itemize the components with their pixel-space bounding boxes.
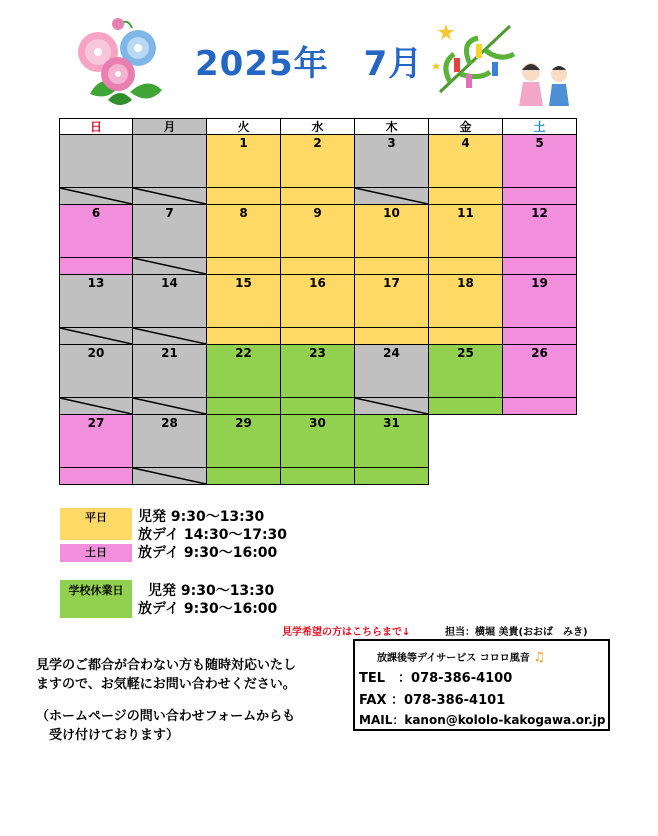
closed-day-cell	[59, 328, 133, 345]
calendar-day-number: 24	[355, 345, 429, 398]
mail-line: MAIL：kanon@kololo-kakogawa.or.jp	[359, 713, 606, 727]
contact-box	[353, 639, 610, 731]
calendar-day-cell	[355, 258, 429, 275]
calendar-day-number: 14	[133, 275, 207, 328]
calendar-day-number	[503, 415, 577, 468]
calendar-day-number: 21	[133, 345, 207, 398]
legend-holiday-line2: 放デイ 9:30～16:00	[138, 601, 278, 617]
visit-note: 見学希望の方はこちらまで↓	[282, 627, 411, 638]
info-paragraph: 見学のご都合が合わない方も随時対応いたし ますので、お気軽にお問い合わせください。	[36, 658, 297, 692]
calendar-day-cell	[429, 468, 503, 485]
calendar-day-number: 19	[503, 275, 577, 328]
org-name-text: 放課後等デイサービス コロロ風音	[377, 653, 530, 664]
weekday-header-mon: 月	[133, 118, 207, 135]
closed-day-cell	[133, 258, 207, 275]
calendar-day-cell	[355, 468, 429, 485]
legend-weekday-label: 平日	[85, 511, 107, 524]
legend-holiday-label: 学校休業日	[68, 584, 124, 597]
calendar-day-cell	[429, 258, 503, 275]
closed-day-cell	[133, 328, 207, 345]
calendar-day-number: 18	[429, 275, 503, 328]
calendar-day-cell	[503, 188, 577, 205]
calendar-day-number: 25	[429, 345, 503, 398]
closed-day-cell	[355, 398, 429, 415]
calendar-day-cell	[281, 468, 355, 485]
calendar-day-number	[59, 135, 133, 188]
calendar-day-cell	[503, 328, 577, 345]
calendar-day-cell	[281, 188, 355, 205]
legend-holiday-swatch	[60, 580, 132, 618]
calendar-day-number: 9	[281, 205, 355, 258]
calendar-day-cell	[207, 188, 281, 205]
calendar-day-number: 3	[355, 135, 429, 188]
calendar-day-number: 8	[207, 205, 281, 258]
calendar-day-number: 11	[429, 205, 503, 258]
calendar-day-cell	[429, 398, 503, 415]
calendar-day-cell	[59, 468, 133, 485]
closed-day-cell	[133, 398, 207, 415]
weekday-header-thu: 木	[355, 118, 429, 135]
calendar-day-number: 15	[207, 275, 281, 328]
weekday-header-tue: 火	[207, 118, 281, 135]
calendar-day-number: 30	[281, 415, 355, 468]
calendar-day-number: 20	[59, 345, 133, 398]
calendar-day-number: 1	[207, 135, 281, 188]
calendar-day-number: 28	[133, 415, 207, 468]
legend-weekday-line1: 児発 9:30～13:30	[138, 509, 265, 525]
calendar-day-number: 16	[281, 275, 355, 328]
calendar-day-number: 10	[355, 205, 429, 258]
calendar-day-number: 23	[281, 345, 355, 398]
calendar-day-number: 22	[207, 345, 281, 398]
calendar-day-cell	[281, 398, 355, 415]
fax-line: FAX ：078-386-4101	[359, 693, 506, 708]
calendar-day-cell	[207, 258, 281, 275]
calendar-grid	[59, 118, 577, 485]
calendar-day-number: 5	[503, 135, 577, 188]
legend-weekend-label: 土日	[85, 546, 107, 559]
calendar-day-cell	[281, 328, 355, 345]
calendar-day-number: 6	[59, 205, 133, 258]
weekday-header-sat: 土	[503, 118, 577, 135]
closed-day-cell	[355, 188, 429, 205]
page-title: 2025年 7月	[195, 44, 424, 84]
org-name	[377, 649, 545, 665]
closed-day-cell	[59, 188, 133, 205]
closed-day-cell	[59, 398, 133, 415]
weekday-header-wed: 水	[281, 118, 355, 135]
closed-day-cell	[133, 468, 207, 485]
music-note-icon: ♫	[533, 650, 545, 665]
tel-line: TEL ：078-386-4100	[359, 671, 513, 686]
orihime-hikoboshi-icon	[515, 60, 575, 108]
calendar-day-cell	[59, 258, 133, 275]
calendar-day-number: 13	[59, 275, 133, 328]
calendar-day-number: 29	[207, 415, 281, 468]
calendar-day-number: 7	[133, 205, 207, 258]
calendar-day-cell	[207, 468, 281, 485]
tanabata-bamboo-icon	[430, 14, 520, 100]
calendar-day-cell	[355, 328, 429, 345]
calendar-day-cell	[429, 188, 503, 205]
calendar-day-number: 27	[59, 415, 133, 468]
weekday-header-sun: 日	[59, 118, 133, 135]
calendar-day-cell	[207, 328, 281, 345]
calendar-day-number: 4	[429, 135, 503, 188]
calendar-day-number: 2	[281, 135, 355, 188]
calendar-day-number	[429, 415, 503, 468]
contact-person: 担当：横堀 美貴(おおば みき)	[445, 627, 588, 638]
calendar-day-cell	[281, 258, 355, 275]
calendar-day-cell	[503, 258, 577, 275]
calendar-day-number: 12	[503, 205, 577, 258]
weekday-header-fri: 金	[429, 118, 503, 135]
calendar-day-number: 17	[355, 275, 429, 328]
legend-weekend-swatch	[60, 544, 132, 562]
legend-holiday-line1: 児発 9:30～13:30	[148, 583, 275, 599]
calendar-day-cell	[503, 468, 577, 485]
legend-weekend-line: 放デイ 9:30～16:00	[138, 545, 278, 561]
calendar-day-cell	[207, 398, 281, 415]
calendar-day-cell	[503, 398, 577, 415]
calendar-day-number	[133, 135, 207, 188]
calendar-day-number: 26	[503, 345, 577, 398]
morning-glory-icon	[70, 14, 170, 110]
closed-day-cell	[133, 188, 207, 205]
legend-weekday-swatch	[60, 508, 132, 540]
homepage-paragraph: （ホームページの問い合わせフォームからも 受け付けております）	[36, 709, 296, 743]
legend-weekday-line2: 放デイ 14:30～17:30	[138, 527, 288, 543]
calendar-day-number: 31	[355, 415, 429, 468]
calendar-day-cell	[429, 328, 503, 345]
